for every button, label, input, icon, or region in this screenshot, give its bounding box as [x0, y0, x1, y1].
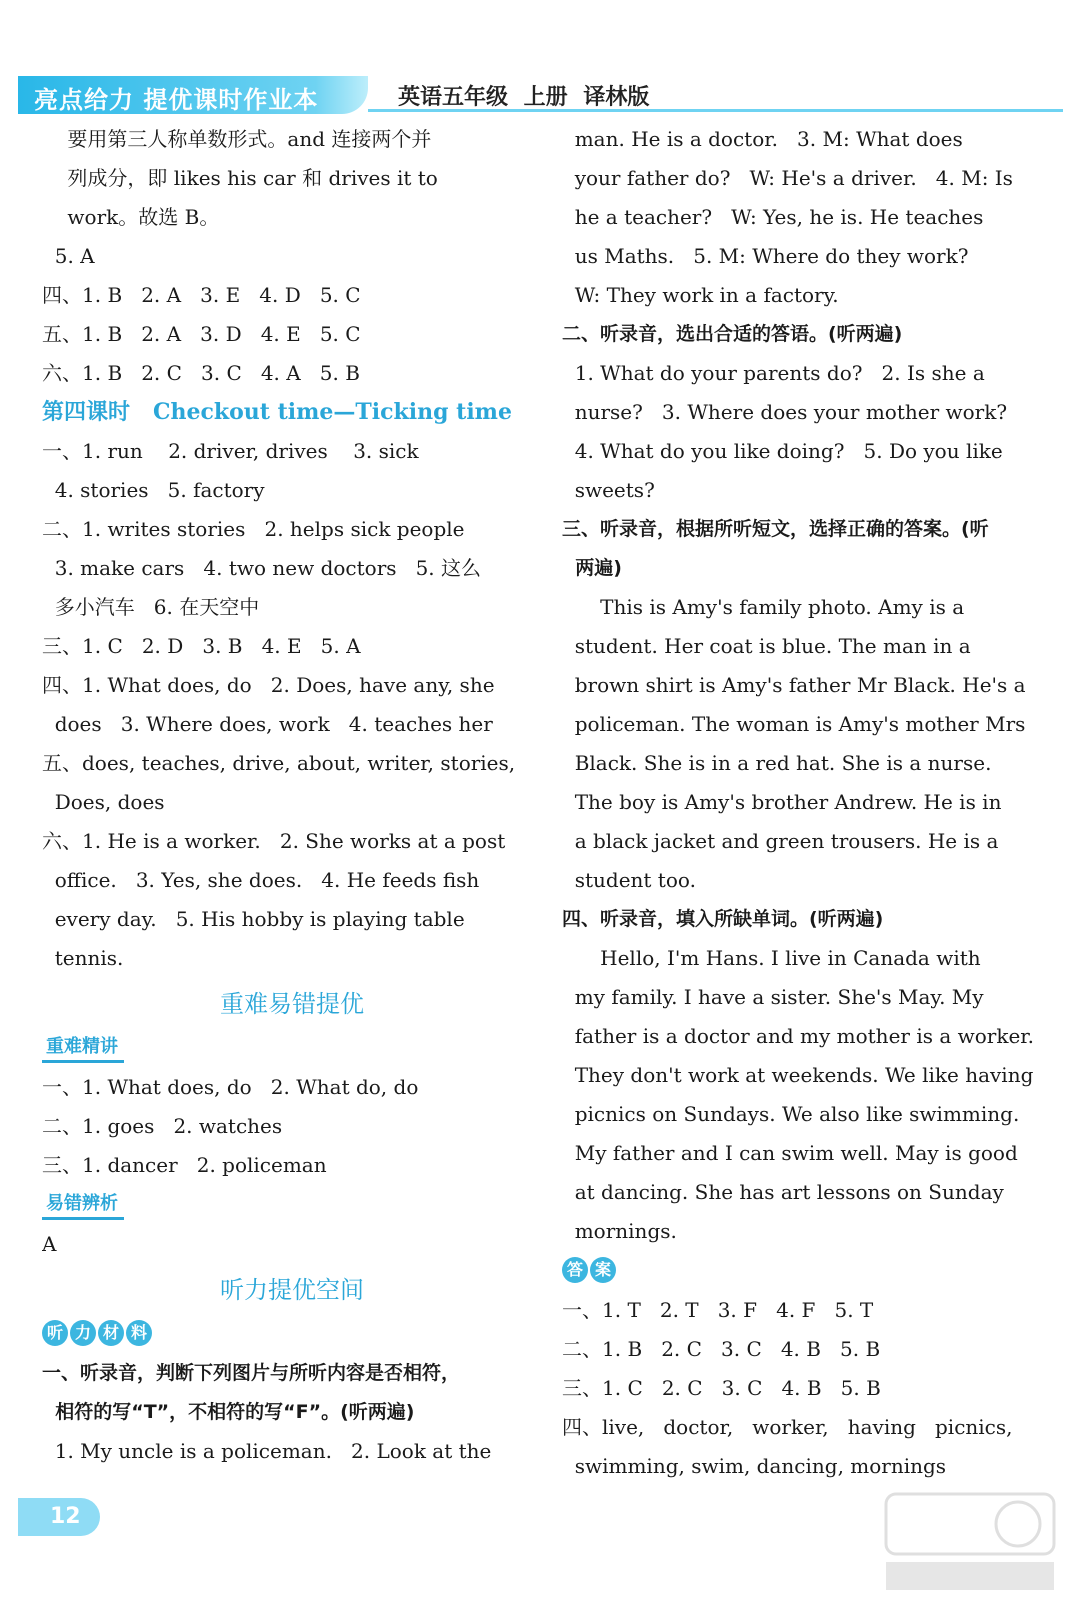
section-title: 听力提优空间	[220, 1276, 364, 1304]
question-heading: 一、听录音，判断下列图片与所听内容是否相符，	[42, 1362, 461, 1384]
text-line: father is a doctor and my mother is a worker.	[562, 1024, 1035, 1048]
text-line: my family. I have a sister. She's May. My	[562, 985, 984, 1009]
text-line: 一、1. run 2. driver, drives 3. sick	[42, 439, 419, 463]
text-line: The boy is Amy's brother Andrew. He is in	[562, 790, 1002, 814]
question-heading: 二、听录音，选出合适的答语。(听两遍)	[562, 323, 903, 345]
circle-tag-label: 答 案	[562, 1257, 616, 1283]
text-line: brown shirt is Amy's father Mr Black. He's a	[562, 673, 1026, 697]
text-line: 1. What do your parents do? 2. Is she a	[562, 361, 985, 385]
text-line: work。故选 B。	[42, 205, 220, 229]
text-line: Hello, I'm Hans. I live in Canada with	[562, 946, 981, 970]
text-line: us Maths. 5. M: Where do they work?	[562, 244, 969, 268]
lesson-heading: 第四课时 Checkout time—Ticking time	[42, 399, 512, 425]
text-line: 4. stories 5. factory	[42, 478, 265, 502]
text-line: 一、1. T 2. T 3. F 4. F 5. T	[562, 1298, 874, 1322]
text-line: 二、1. writes stories 2. helps sick people	[42, 517, 465, 541]
text-line: at dancing. She has art lessons on Sunday	[562, 1180, 1004, 1204]
question-heading: 四、听录音，填入所缺单词。(听两遍)	[562, 908, 884, 930]
question-heading: 三、听录音，根据所听短文，选择正确的答案。(听	[562, 518, 989, 540]
text-line: 列成分，即 likes his car 和 drives it to	[42, 166, 438, 190]
book-title: 英语五年级 上册 译林版	[398, 85, 650, 110]
text-line: 六、1. B 2. C 3. C 4. A 5. B	[42, 361, 360, 385]
section-tag-label: 重难精讲	[42, 1034, 124, 1063]
page-number: 12	[18, 1498, 100, 1536]
text-line: This is Amy's family photo. Amy is a	[562, 595, 965, 619]
text-line: 二、1. B 2. C 3. C 4. B 5. B	[562, 1337, 881, 1361]
text-line: W: They work in a factory.	[562, 283, 839, 307]
text-line: policeman. The woman is Amy's mother Mrs	[562, 712, 1026, 736]
text-line: tennis.	[42, 946, 124, 970]
text-line: student. Her coat is blue. The man in a	[562, 634, 971, 658]
question-heading: 两遍)	[562, 557, 622, 579]
text-line: Does, does	[42, 790, 165, 814]
series-brand: 亮点给力 提优课时作业本	[34, 86, 319, 114]
text-line: 二、1. goes 2. watches	[42, 1114, 283, 1138]
text-line: 五、1. B 2. A 3. D 4. E 5. C	[42, 322, 361, 346]
text-line: 多小汽车 6. 在天空中	[42, 595, 260, 619]
text-line: 三、1. dancer 2. policeman	[42, 1153, 327, 1177]
watermark-logo	[880, 1488, 1060, 1596]
text-line: office. 3. Yes, she does. 4. He feeds fish	[42, 868, 480, 892]
circle-tag	[562, 1251, 1044, 1291]
question-heading: 相符的写“T”，不相符的写“F”。(听两遍)	[42, 1401, 415, 1423]
text-line: 四、1. B 2. A 3. E 4. D 5. C	[42, 283, 361, 307]
text-line: 五、does, teaches, drive, about, writer, stories,	[42, 751, 516, 775]
section-tag	[42, 1185, 542, 1225]
text-line: swimming, swim, dancing, mornings	[562, 1454, 947, 1478]
text-line: does 3. Where does, work 4. teaches her	[42, 712, 493, 736]
text-line: student too.	[562, 868, 696, 892]
circle-tag-label: 听 力 材 料	[42, 1320, 152, 1346]
text-line: he a teacher? W: Yes, he is. He teaches	[562, 205, 984, 229]
left-column	[42, 120, 542, 1471]
text-line: every day. 5. His hobby is playing table	[42, 907, 465, 931]
text-line: picnics on Sundays. We also like swimming.	[562, 1102, 1020, 1126]
section-title: 重难易错提优	[220, 990, 364, 1018]
circle-tag	[42, 1314, 542, 1354]
page-header	[18, 76, 1063, 116]
text-line: 三、1. C 2. C 3. C 4. B 5. B	[562, 1376, 881, 1400]
text-line: Black. She is in a red hat. She is a nurse.	[562, 751, 992, 775]
text-line: your father do? W: He's a driver. 4. M: Is	[562, 166, 1013, 190]
text-line: My father and I can swim well. May is good	[562, 1141, 1018, 1165]
right-column	[562, 120, 1044, 1486]
text-line: a black jacket and green trousers. He is a	[562, 829, 999, 853]
text-line: 要用第三人称单数形式。and 连接两个并	[42, 127, 432, 151]
text-line: man. He is a doctor. 3. M: What does	[562, 127, 963, 151]
text-line: 六、1. He is a worker. 2. She works at a post	[42, 829, 506, 853]
text-line: nurse? 3. Where does your mother work?	[562, 400, 1008, 424]
text-line: 3. make cars 4. two new doctors 5. 这么	[42, 556, 482, 580]
text-line: mornings.	[562, 1219, 677, 1243]
text-line: 4. What do you like doing? 5. Do you like	[562, 439, 1003, 463]
text-line: A	[42, 1232, 57, 1256]
text-line: 一、1. What does, do 2. What do, do	[42, 1075, 419, 1099]
text-line: 三、1. C 2. D 3. B 4. E 5. A	[42, 634, 361, 658]
text-line: sweets?	[562, 478, 655, 502]
section-tag	[42, 1028, 542, 1068]
text-line: 5. A	[42, 244, 95, 268]
text-line: They don't work at weekends. We like having	[562, 1063, 1034, 1087]
text-line: 1. My uncle is a policeman. 2. Look at the	[42, 1439, 492, 1463]
section-tag-label: 易错辨析	[42, 1191, 124, 1220]
text-line: 四、1. What does, do 2. Does, have any, she	[42, 673, 495, 697]
text-line: 四、live, doctor, worker, having picnics,	[562, 1415, 1013, 1439]
